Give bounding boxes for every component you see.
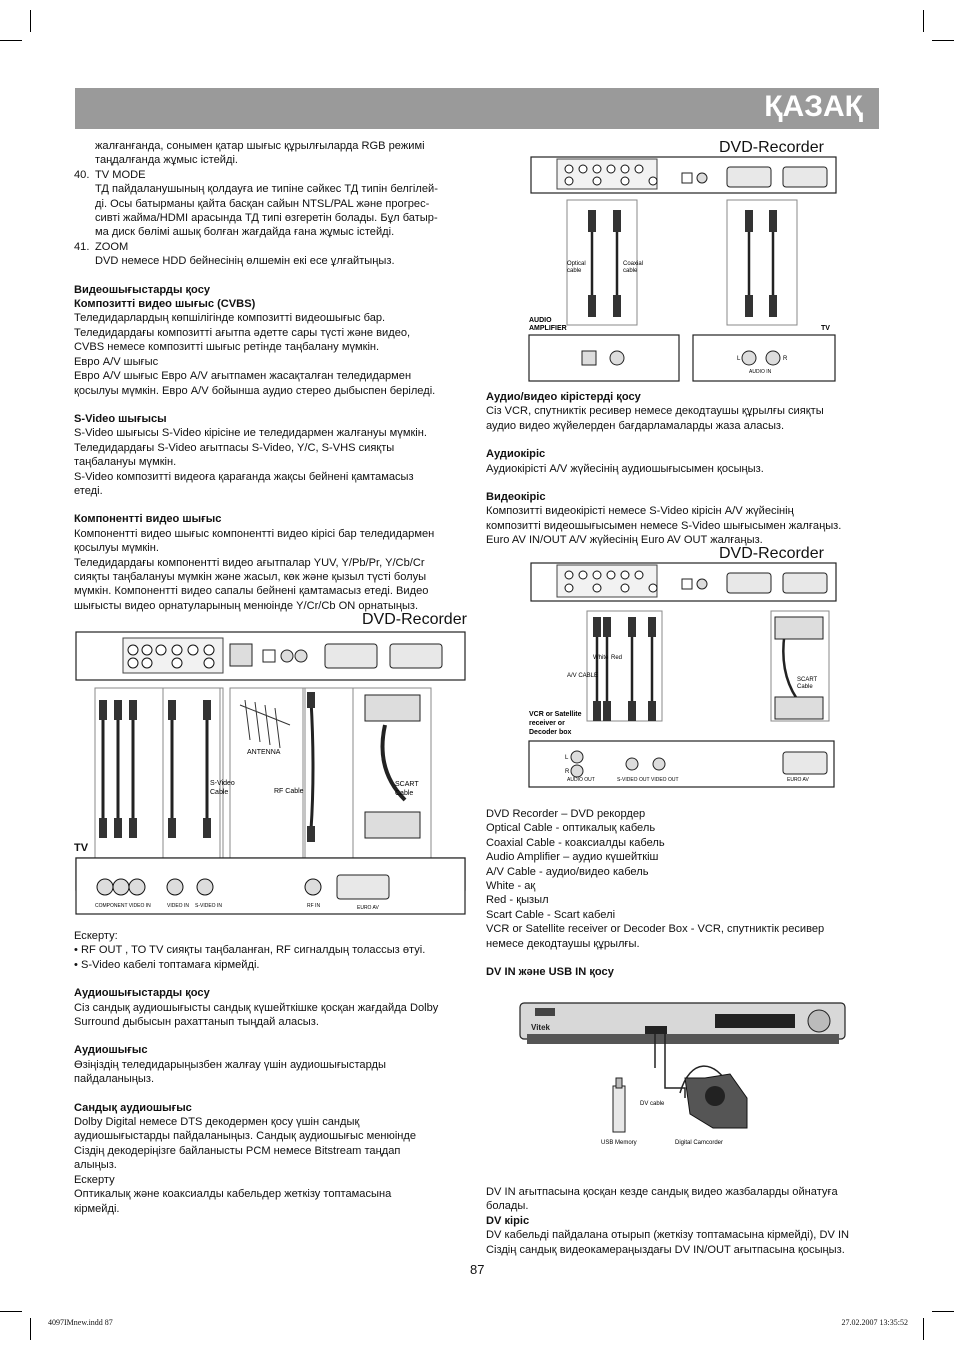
text-line: Сіз VCR, спутниктік ресивер немесе декодтаушы құрылғы сияқты: [486, 405, 824, 418]
item-number: 41.: [74, 240, 90, 253]
audio-amplifier-diagram: [527, 155, 839, 385]
glossary-item: немесе декодтаушы құрылғы.: [486, 937, 640, 950]
crop-mark: [0, 40, 22, 41]
text-line: етеді.: [74, 484, 103, 497]
svg-text:RF Cable: RF Cable: [274, 788, 304, 795]
svg-text:Decoder box: Decoder box: [529, 729, 572, 736]
section-subheading: Видеокіріс: [486, 491, 546, 504]
text-line: Теледидардағы компонентті видео ағытпалар YUV, Y/Pb/Pr, Y/Cb/Cr: [74, 556, 425, 569]
glossary-item: A/V Cable - аудио/видео кабель: [486, 865, 649, 878]
glossary-item: Optical Cable - оптикалық кабель: [486, 822, 656, 835]
section-heading: Аудиошығыстарды қосу: [74, 987, 210, 1000]
text-line: Компонентті видео шығыс компонентті видео кірісі бар теледидармен: [74, 527, 435, 540]
text-line: Сіздің декодеріңізге байланысты PCM немесе Bitstream таңдап: [74, 1144, 401, 1157]
text-line: Теледидардағы композитті ағытпа әдетте сары түсті және видео,: [74, 326, 411, 339]
text-line: Евро A/V шығыс Евро A/V ағытпамен жасақталған теледидармен: [74, 370, 412, 383]
text-line: Ескерту: [74, 1173, 115, 1186]
section-subheading: Аудиокіріс: [486, 448, 546, 461]
text-line: мүмкін. Компонентті видео сапалы бейнені қамтамасыз етеді. Видео: [74, 585, 429, 598]
text-line: алыңыз.: [74, 1159, 117, 1172]
svg-text:Cable: Cable: [797, 684, 813, 690]
text-line: S-Video шығысы S-Video кірісіне ие теледидармен жалғануы мүмкін.: [74, 427, 427, 440]
text-line: кірмейді.: [74, 1202, 120, 1215]
text-line: DV IN ағытпасына қосқан кезде сандық видео жазбаларды ойнатуға: [486, 1186, 838, 1198]
svg-text:TV: TV: [821, 325, 830, 332]
svg-text:A/V CABLE: A/V CABLE: [567, 673, 599, 679]
text-line: шығысты видео орнатуларының менюінде Y/Cr/Cb ON орнатыңыз.: [74, 599, 419, 612]
text-line: DV кабельді пайдалана отырып (жеткізу топтамасына кірмейді), DV IN: [486, 1229, 850, 1242]
text-line: сивті жайма/HDMI арасында ТД типі өзгеретін болады. Бұл батыр-: [95, 212, 438, 225]
text-line: Сіздің сандық видеокамераңыздағы DV IN/OUT ағытпасына қосыңыз.: [486, 1243, 845, 1256]
text-line: пайдаланыңыз.: [74, 1073, 155, 1086]
language-header-bar: [75, 88, 879, 129]
left-column-bottom: [74, 929, 474, 1216]
svg-text:SCART: SCART: [395, 781, 419, 788]
svg-text:VIDEO OUT: VIDEO OUT: [651, 777, 679, 783]
svg-text:AUDIO IN: AUDIO IN: [749, 369, 772, 375]
item-title: ZOOM: [95, 240, 129, 253]
right-column-top: [486, 390, 886, 548]
section-subheading: Композитті видео шығыс (CVBS): [74, 298, 256, 311]
text-line: ма диск бөлімі ашық болған жағдайда ғана жұмыс істейді.: [95, 226, 395, 239]
text-line: жалғанғанда, сонымен қатар шығыс құрылғыларда RGB режимі: [95, 140, 425, 152]
text-line: ТД пайдаланушының қолдауға ие типіне сәйкес ТД типін белгілей-: [95, 183, 438, 196]
section-subheading: DV кіріс: [486, 1214, 530, 1227]
svg-text:AMPLIFIER: AMPLIFIER: [529, 325, 567, 332]
svg-text:ANTENNA: ANTENNA: [247, 749, 281, 756]
svg-text:EURO AV: EURO AV: [357, 905, 379, 911]
text-line: Теледидардағы S-Video ағытпасы S-Video, Y/C, S-VHS сияқты: [74, 441, 395, 454]
text-line: S-Video композитті видеоға қарағанда жақсы бейнені қамтамасыз: [74, 470, 414, 483]
svg-text:cable: cable: [623, 268, 638, 274]
section-subheading: S-Video шығысы: [74, 412, 167, 425]
video-output-diagram: [75, 630, 468, 892]
text-line: композитті видеошығысымен немесе S-Video шығысымен жалғаңыз.: [486, 519, 842, 532]
section-heading: DV IN және USB IN қосу: [486, 966, 614, 979]
svg-text:AUDIO: AUDIO: [529, 317, 552, 324]
left-column-top: [74, 139, 474, 613]
footer-datetime: 27.02.2007 13:35:52: [841, 1318, 908, 1327]
section-heading: Аудио/видео кірістерді қосу: [486, 391, 641, 403]
svg-text:S-Video: S-Video: [210, 780, 235, 787]
glossary-item: Audio Amplifier – аудио күшейткіш: [486, 851, 659, 864]
svg-text:S-VIDEO IN: S-VIDEO IN: [195, 903, 222, 909]
language-title: ҚАЗАҚ: [764, 90, 863, 123]
optical-cable-label: Optical: [567, 261, 586, 267]
item-title: TV MODE: [95, 168, 146, 181]
svg-text:VIDEO IN: VIDEO IN: [167, 903, 189, 909]
crop-mark: [30, 1318, 31, 1340]
text-line: Оптикалық және коаксиалды кабельдер жеткізу топтамасына: [74, 1188, 392, 1201]
note-item: • S-Video кабелі топтамаға кірмейді.: [74, 958, 260, 971]
svg-text:Cable: Cable: [210, 789, 229, 796]
tv-label: TV: [74, 842, 89, 854]
crop-mark: [30, 10, 31, 32]
section-subheading: Аудиошығыс: [74, 1044, 148, 1057]
text-line: Өзіңіздің теледидарыңызбен жалғау үшін аудиошығыстарды: [74, 1058, 386, 1071]
svg-text:White: White: [593, 655, 609, 661]
glossary-item: Coaxial Cable - коаксиалды кабель: [486, 836, 665, 849]
svg-text:DV cable: DV cable: [640, 1101, 665, 1107]
dvd-recorder-label: DVD-Recorder: [362, 611, 467, 628]
section-subheading: Компонентті видео шығыс: [74, 513, 222, 526]
text-line: Аудиокірісті A/V жүйесінің аудиошығысымен қосыңыз.: [486, 462, 764, 475]
text-line: Сіз сандық аудиошығысты сандық күшейткішке қосқан жағдайда Dolby: [74, 1001, 439, 1014]
text-line: сияқты таңбалануы мүмкін және жасыл, көк және қызыл түсті болуы: [74, 570, 427, 583]
text-line: аудио видео жүйелерден бағдарламаларды жаза аласыз.: [486, 419, 785, 432]
glossary-item: White - ақ: [486, 880, 536, 893]
svg-text:L: L: [565, 755, 569, 761]
svg-text:COMPONENT VIDEO IN: COMPONENT VIDEO IN: [95, 903, 151, 909]
text-line: аудиошығыстарды пайдаланыңыз. Сандық аудиошығыс менюінде: [74, 1130, 417, 1143]
svg-text:VCR or Satellite: VCR or Satellite: [529, 711, 582, 718]
svg-text:cable: cable: [567, 268, 582, 274]
glossary-item: VCR or Satellite receiver or Decoder Box - VCR, спутниктік ресивер: [486, 923, 825, 936]
text-line: Евро A/V шығыс: [74, 355, 159, 368]
svg-text:USB Memory: USB Memory: [601, 1140, 637, 1146]
right-column-bottom: [486, 1185, 896, 1257]
text-line: DVD немесе HDD бейнесінің өлшемін екі есе ұлғайтыңыз.: [95, 255, 395, 268]
dv-usb-diagram: [515, 998, 850, 1158]
tv-panel-diagram: [75, 857, 468, 917]
svg-text:R: R: [565, 769, 570, 775]
dvd-recorder-label: DVD-Recorder: [719, 139, 824, 156]
glossary-item: Red - қызыл: [486, 894, 549, 907]
svg-text:EURO AV: EURO AV: [787, 777, 809, 783]
section-subheading: Сандық аудиошығыс: [74, 1101, 192, 1114]
text-line: Surround дыбысын рахаттанып тыңдай аласыз.: [74, 1016, 319, 1029]
svg-text:RF IN: RF IN: [307, 903, 321, 909]
svg-text:SCART: SCART: [797, 677, 818, 683]
dvd-recorder-label: DVD-Recorder: [719, 545, 824, 562]
svg-text:AUDIO OUT: AUDIO OUT: [567, 777, 595, 783]
section-heading: Видеошығыстарды қосу: [74, 283, 211, 296]
svg-text:Coaxial: Coaxial: [623, 261, 644, 267]
crop-mark: [0, 1311, 22, 1312]
svg-text:R: R: [783, 356, 788, 362]
text-line: болады.: [486, 1200, 529, 1213]
text-line: қосылуы мүмкін. Евро A/V бойынша аудио стерео дыбыспен беріледі.: [74, 384, 436, 397]
svg-text:S-VIDEO OUT: S-VIDEO OUT: [617, 777, 650, 783]
text-line: Dolby Digital немесе DTS декодермен қосу үшін сандық: [74, 1116, 360, 1129]
right-column-glossary: [486, 807, 896, 979]
item-number: 40.: [74, 168, 90, 181]
text-line: ді. Осы батырманы қайта басқан сайын NTSL/PAL және прогрес-: [95, 197, 430, 210]
glossary-item: DVD Recorder – DVD рекордер: [486, 808, 646, 820]
text-line: CVBS немесе композитті шығыс ретінде таңбалану мүмкін.: [74, 341, 380, 354]
svg-text:L: L: [737, 356, 741, 362]
note-item: • RF OUT , TO TV сияқты таңбаланған, RF сигналдың толассыз өтуі.: [74, 944, 426, 957]
text-line: Теледидарлардың көпшілігінде композитті видеошығыс бар.: [74, 312, 386, 325]
page-number: 87: [470, 1262, 485, 1277]
note-heading: Ескерту:: [74, 930, 118, 942]
svg-text:Red: Red: [611, 655, 623, 661]
text-line: таңбалануы мүмкін.: [74, 456, 177, 469]
footer-file: 4097IMnew.indd 87: [48, 1318, 113, 1327]
glossary-item: Scart Cable - Scart кабелі: [486, 908, 616, 921]
crop-mark: [923, 1318, 924, 1340]
svg-text:Cable: Cable: [395, 790, 414, 797]
crop-mark: [923, 10, 924, 32]
av-input-diagram: [527, 561, 839, 791]
crop-mark: [932, 40, 954, 41]
text-line: Композитті видеокірісті немесе S-Video кірісін A/V жүйесінің: [486, 505, 794, 518]
svg-text:receiver or: receiver or: [529, 720, 565, 727]
text-line: қосылуы мүмкін.: [74, 542, 159, 555]
text-line: Euro AV IN/OUT A/V жүйесінің Euro AV OUT жалғаңыз.: [486, 534, 763, 547]
text-line: таңдалғанда жұмыс істейді.: [95, 154, 238, 167]
svg-text:Digital Camcorder: Digital Camcorder: [675, 1140, 724, 1146]
crop-mark: [932, 1311, 954, 1312]
svg-text:Vitek: Vitek: [531, 1023, 550, 1032]
